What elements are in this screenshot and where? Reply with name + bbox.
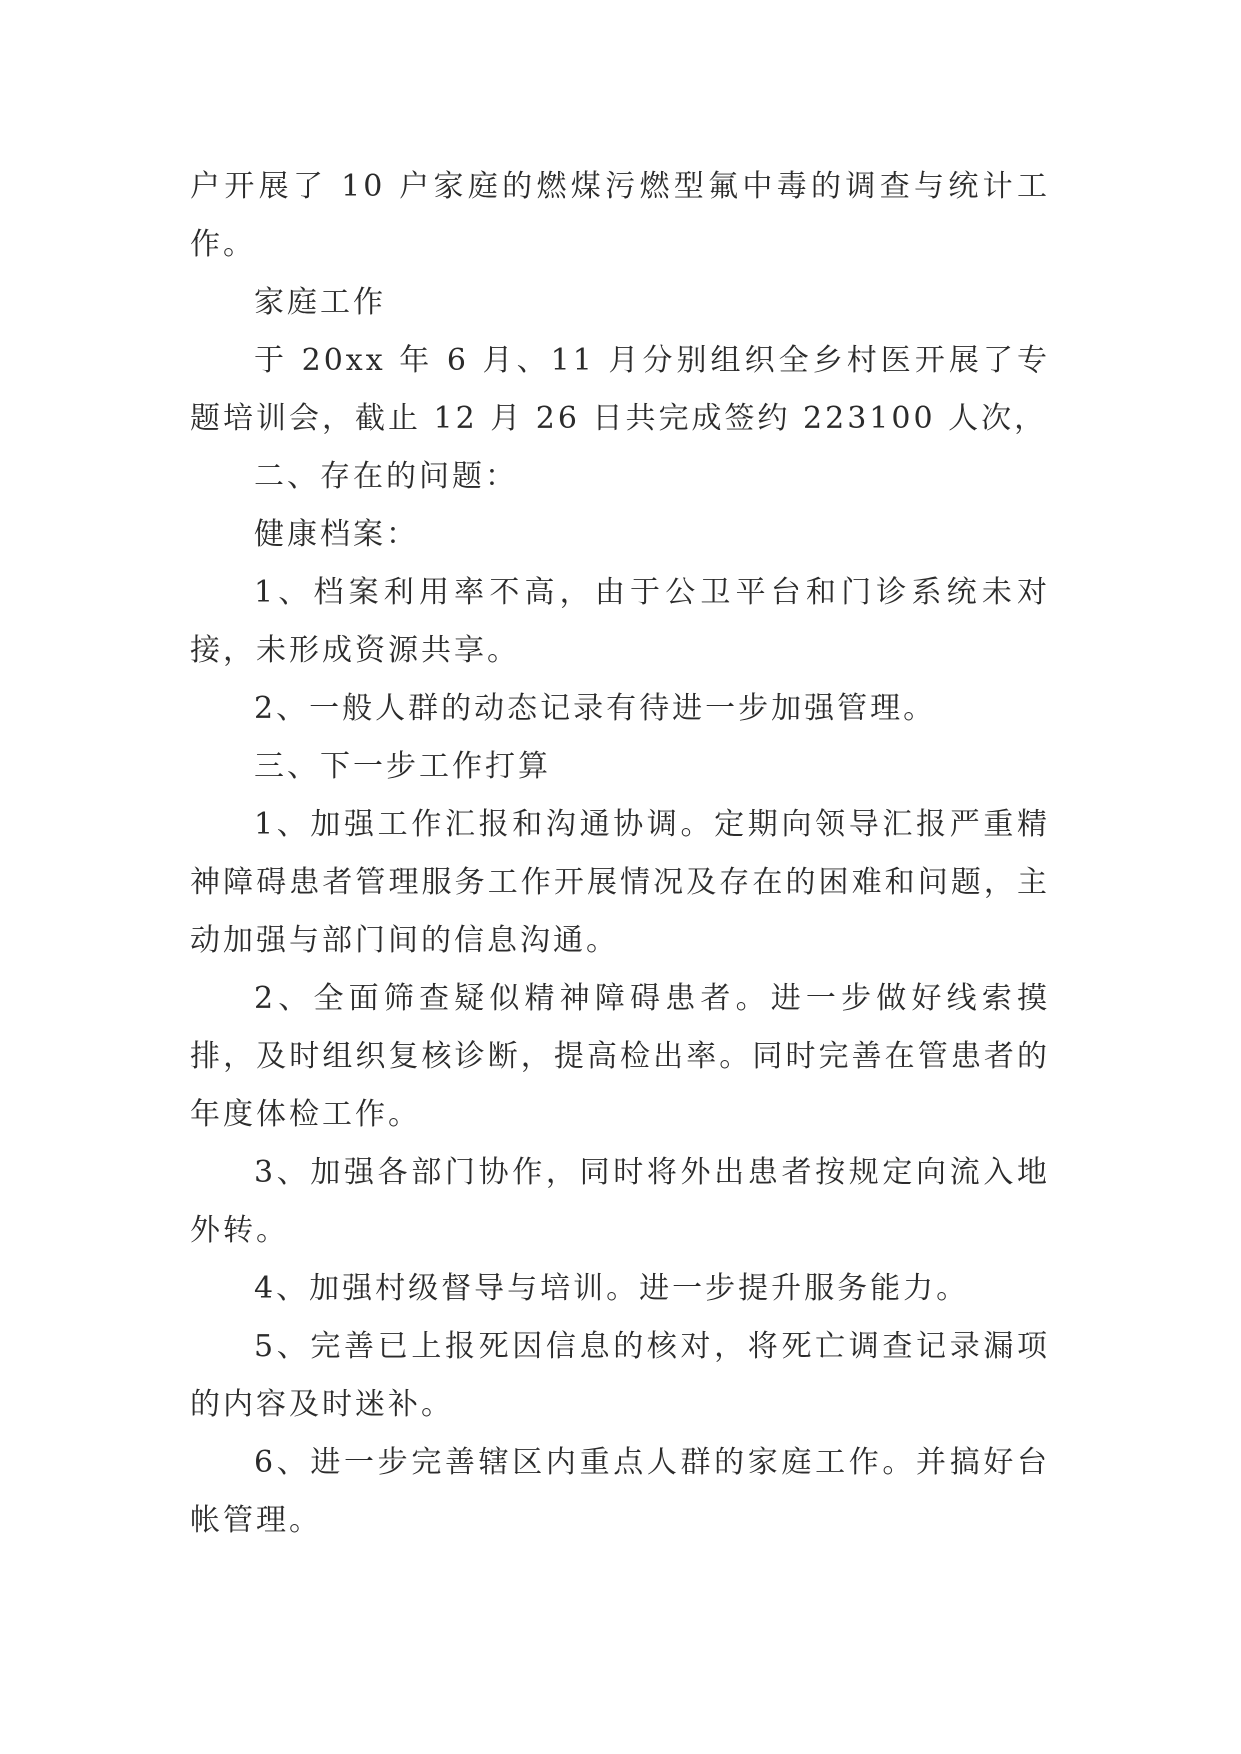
- list-item: 4、加强村级督导与培训。进一步提升服务能力。: [254, 1271, 970, 1306]
- list-item: 6、进一步完善辖区内重点人群的家庭工作。并搞好台帐管理。: [190, 1445, 1050, 1538]
- list-item: 1、档案利用率不高，由于公卫平台和门诊系统未对接，未形成资源共享。: [190, 575, 1050, 668]
- section-heading-health-records: 健康档案：: [254, 517, 419, 552]
- list-item: 2、一般人群的动态记录有待进一步加强管理。: [254, 691, 937, 726]
- section-heading-next-steps: 三、下一步工作打算: [254, 749, 551, 784]
- paragraph: 于 20xx 年 6 月、11 月分别组织全乡村医开展了专题培训会，截止 12 月 26 日共完成签约 223100 人次，: [190, 343, 1050, 436]
- list-item: 1、加强工作汇报和沟通协调。定期向领导汇报严重精神障碍患者管理服务工作开展情况及存在的困难和问题，主动加强与部门间的信息沟通。: [190, 807, 1050, 958]
- paragraph: 户开展了 10 户家庭的燃煤污燃型氟中毒的调查与统计工作。: [190, 169, 1050, 262]
- document-body: [190, 158, 1050, 1550]
- section-heading-family-work: 家庭工作: [254, 285, 386, 320]
- list-item: 5、完善已上报死因信息的核对，将死亡调查记录漏项的内容及时迷补。: [190, 1329, 1050, 1422]
- list-item: 2、全面筛查疑似精神障碍患者。进一步做好线索摸排，及时组织复核诊断，提高检出率。同时完善在管患者的年度体检工作。: [190, 981, 1050, 1132]
- section-heading-problems: 二、存在的问题：: [254, 459, 518, 494]
- list-item: 3、加强各部门协作，同时将外出患者按规定向流入地外转。: [190, 1155, 1050, 1248]
